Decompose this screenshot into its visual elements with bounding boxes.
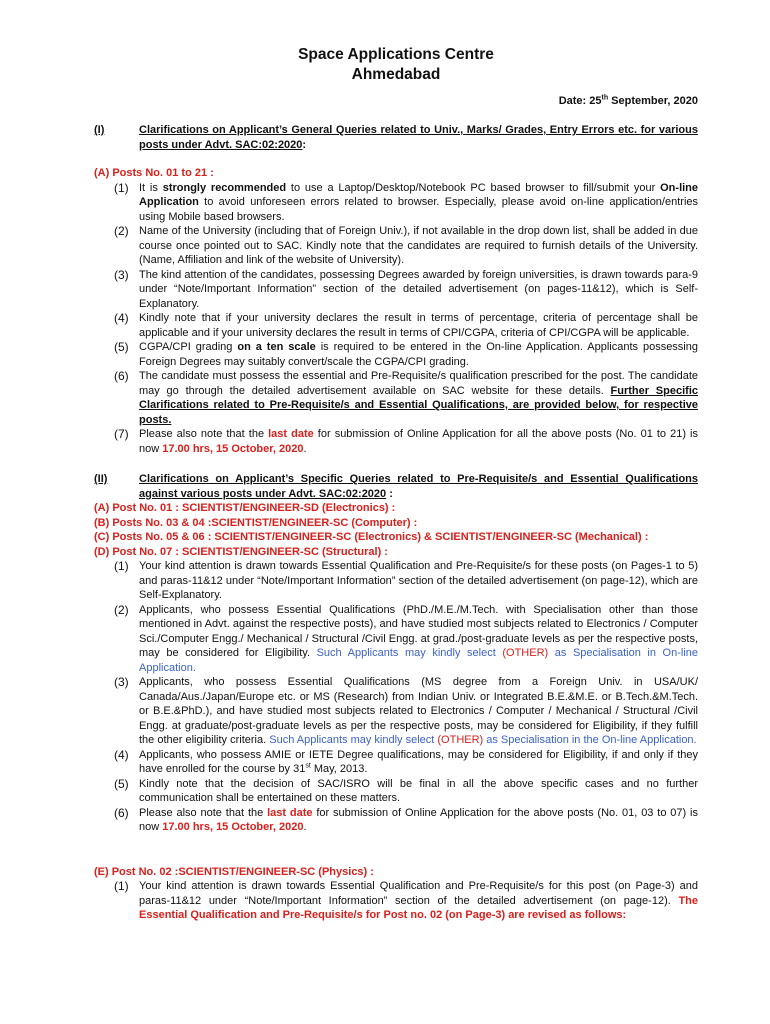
text: Your kind attention is drawn towards Essential Qualification and Pre-Requisite/s for this post (on Page-3) and paras-11&12 under “Note/Important Information” section of the detailed advertisement (on page-12). [139,880,698,907]
item-text [139,369,698,427]
group-a-heading: (A) Posts No. 01 to 21 : [94,167,214,179]
deadline-text: 17.00 hrs, 15 October, 2020 [162,442,304,455]
section-1-roman: (I) [94,124,105,136]
group-c-heading: (C) Posts No. 05 & 06 : SCIENTIST/ENGINEER-SC (Electronics) & SCIENTIST/ENGINEER-SC (Mechanical) : [94,531,649,543]
item-text: Kindly note that if your university declares the result in terms of percentage, criteria of percentage shall be applicable and if your university declares the result in terms of CPI/CGPA, criteria of CPI/CGPA will be applicable. [139,312,698,339]
list-item [94,340,698,369]
text: May, 2013. [310,763,368,775]
list-item [94,748,698,777]
item-number: (3) [114,267,129,282]
list-item [94,603,698,676]
group-a-list [94,181,698,457]
text: to use a Laptop/Desktop/Notebook PC based browser to fill/submit your [286,181,661,194]
section-2-heading [94,472,698,501]
list-item [94,777,698,806]
other-option-text: (OTHER) [502,647,549,659]
other-option-text: (OTHER) [437,734,484,746]
list-item [94,181,698,225]
revision-note: The Essential Qualification and Pre-Requisite/s for Post no. 02 (on Page-3) are revised as follows: [139,894,699,921]
document-subtitle: Ahmedabad [351,66,441,83]
section-2-title [139,472,698,501]
list-item [94,311,698,340]
item-number: (1) [114,180,129,195]
bold-text: on a ten scale [237,341,316,353]
section-2-title-text: Clarifications on Applicant’s Specific Queries related to Pre-Requisite/s and Essential Qualifications against various posts under Advt. SAC:02:2020 [139,473,698,500]
item-text [139,879,698,923]
text: Please also note that the [139,428,269,440]
section-1-title [139,123,698,152]
item-text [139,748,698,777]
item-number: (4) [114,311,129,325]
text: CGPA/CPI grading [139,341,238,353]
highlight-text: last date [267,806,313,819]
list-item [94,675,698,748]
item-text: The kind attention of the candidates, possessing Degrees awarded by foreign universities, is drawn towards para-9 under “Note/Important Information” section of the detailed advertisement (on pages-11&12), which is Self-Explanatory. [139,268,698,310]
section-1-title-tail: : [302,138,307,151]
item-text: Name of the University (including that of Foreign Univ.), if not available in the drop down list, shall be added in due course once pointed out to SAC. Kindly note that the candidates are required to furnish details of the University. (Name, Affiliation and link of the website of University). [139,225,698,266]
group-a2-heading: (A) Post No. 01 : SCIENTIST/ENGINEER-SD (Electronics) : [94,502,396,514]
item-number: (4) [114,747,129,762]
item-number: (1) [114,879,129,893]
item-number: (2) [114,602,129,617]
text: for submission of Online Application for all the above posts (No. 01 to 21) is now [139,428,698,455]
bold-text: On-line Application [139,181,699,208]
bold-text: strongly recommended [162,181,287,194]
superscript: st [305,762,311,770]
date-suffix: September, 2020 [608,95,698,107]
list-item [94,268,698,312]
text: Please also note that the [139,806,268,819]
item-text [139,603,698,676]
item-text [139,806,698,835]
item-text: Your kind attention is drawn towards Essential Qualification and Pre-Requisite/s for these posts (on Pages-1 to 5) and paras-11&12 under “Note/Important Information” section of the detailed advertisement (on page-12), which are Self-Explanatory. [139,560,698,601]
deadline-text: 17.00 hrs, 15 October, 2020 [162,821,304,833]
bold-underlined-text: Further Specific Clarifications related to Pre-Requisite/s and Essential Qualifications, are provided below, for respective posts. [139,384,698,426]
section-2-roman: (II) [94,473,108,485]
text: Applicants, who possess AMIE or IETE Degree qualifications, may be considered for Eligibility, if and only if they have enrolled for the course by 31 [139,748,698,775]
text: . [303,442,307,455]
item-text: Kindly note that the decision of SAC/ISRO will be final in all the above specific cases and no further communication shall be entertained on these matters. [139,777,698,804]
item-text [139,340,698,369]
item-number: (1) [114,559,129,573]
highlight-text: last date [268,428,314,440]
date-sup: th [601,94,609,102]
list-item [94,369,698,427]
item-number: (6) [114,805,129,820]
item-text [139,675,698,748]
text: to avoid unforeseen errors related to browser. Especially, please avoid on-line application/entries using Mobile based browsers. [139,196,698,223]
text: is required to be entered in the On-line Application. Applicants possessing Foreign Degrees may suitably convert/scale the CGPA/CPI grading. [139,341,698,368]
item-number: (5) [114,776,129,791]
document-title: Space Applications Centre [298,46,494,63]
list-item [94,879,698,923]
text: It is [139,181,163,194]
list-item [94,427,698,456]
date-prefix: Date: 25 [558,95,602,107]
text: for submission of Online Application for the above posts (No. 01, 03 to 07) is now [139,806,698,833]
list-item [94,559,698,603]
section-1-title-text: Clarifications on Applicant’s General Queries related to Univ., Marks/ Grades, Entry Errors etc. for various posts under Advt. SAC:02:2020 [139,124,698,151]
blue-text: as Specialisation in the On-line Application. [483,734,697,746]
document-date [94,95,698,107]
item-number: (5) [114,340,129,354]
group-b-heading: (B) Posts No. 03 & 04 :SCIENTIST/ENGINEER-SC (Computer) : [94,516,418,529]
item-number: (6) [114,369,129,383]
group-d-heading: (D) Post No. 07 : SCIENTIST/ENGINEER-SC (Structural) : [94,545,388,558]
item-number: (3) [114,675,129,689]
text: . [303,821,307,833]
text: Applicants, who possess Essential Qualifications (PhD./M.E./M.Tech. with Specialisation other than those mentioned in Advt. against the respective posts), and have studied most subjects related to Electronics / Computer Sci./Computer Engg./ Mechanical / Structural /Civil Engg. at grad./post-graduate levels as per the respective posts, may be considered for Eligibility. [139,603,698,659]
text: Applicants, who possess Essential Qualifications (MS degree from a Foreign Univ. in USA/UK/ Canada/Aus./Japan/Europe etc. or MS (Research) from Indian Univ. or Integrated B.E.&M.E. or B.Tech.&M.Tech. or B.E.&PhD.), and have studied most subjects related to Electronics / Computer / Mechanical / Structural /Civil Engg. at graduate/post-graduate levels as per the respective posts, may be considered for Eligibility, if they fulfill the other eligibility criteria. [139,676,698,746]
item-number: (2) [114,224,129,238]
item-text [139,427,698,456]
text: The candidate must possess the essential and Pre-Requisite/s qualification prescribed for the post. The candidate may go through the detailed advertisement available on SAC website for these details. [139,370,698,397]
list-item [94,806,698,835]
section-1-heading [94,123,698,152]
section-2-title-tail: : [386,487,393,500]
group-e-list [94,879,698,923]
item-number: (7) [114,427,129,441]
list-item [94,224,698,268]
group-e-heading: (E) Post No. 02 :SCIENTIST/ENGINEER-SC (Physics) : [94,865,374,878]
blue-text: as Specialisation in On-line Application. [139,647,698,674]
blue-text: Such Applicants may kindly select [269,734,438,746]
blue-text: Such Applicants may kindly select [316,647,503,659]
item-text [139,181,698,225]
group-bd-list [94,559,698,835]
